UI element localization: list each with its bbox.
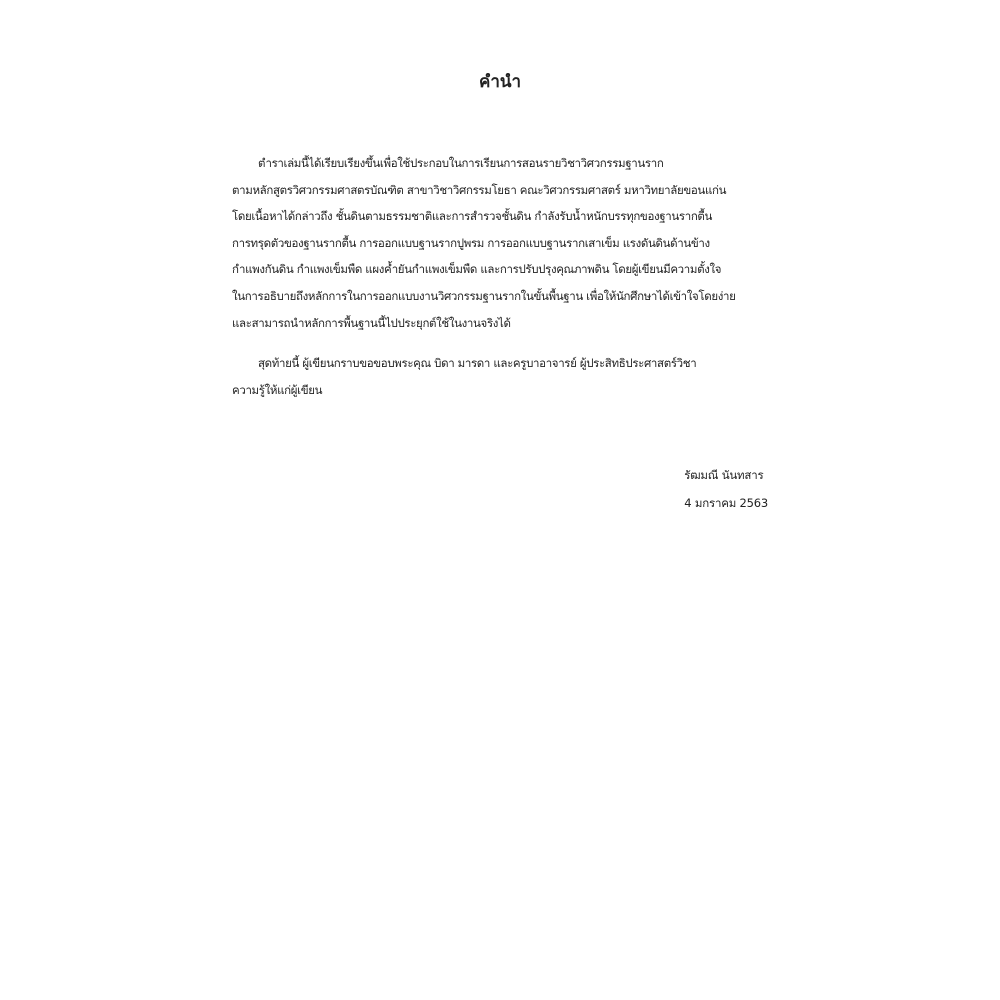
paragraph-intro	[232, 150, 800, 336]
paragraph-line: ในการอธิบายถึงหลักการในการออกแบบงานวิศวกรรมฐานรากในขั้นพื้นฐาน เพื่อให้นักศึกษาได้เข้าใจโดยง่าย	[232, 288, 736, 303]
paragraph-line: ตำราเล่มนี้ได้เรียบเรียงขึ้นเพื่อใช้ประกอบในการเรียนการสอนรายวิชาวิศวกรรมฐานราก	[258, 156, 664, 170]
signature-block	[684, 461, 768, 517]
paragraph-line: ตามหลักสูตรวิศวกรรมศาสตรบัณฑิต สาขาวิชาวิศกรรมโยธา คณะวิศวกรรมศาสตร์ มหาวิทยาลัยขอนแก่น	[232, 182, 727, 197]
paragraph-acknowledgement	[232, 350, 800, 403]
paragraph-line: การทรุดตัวของฐานรากตื้น การออกแบบฐานรากปูพรม การออกแบบฐานรากเสาเข็ม แรงดันดินด้านข้าง	[232, 235, 710, 250]
author-name: รัฒมณี นันทสาร	[684, 468, 764, 482]
signature-date: 4 มกราคม 2563	[684, 496, 768, 510]
paragraph-line: โดยเนื้อหาได้กล่าวถึง ชั้นดินตามธรรมชาติและการสำรวจชั้นดิน กำลังรับน้ำหนักบรรทุกของฐานรากตื้น	[232, 209, 713, 224]
page-title: คำนำ	[478, 72, 522, 92]
paragraph-line: ความรู้ให้แก่ผู้เขียน	[232, 382, 323, 397]
paragraph-line: กำแพงกันดิน กำแพงเข็มพืด แผงค้ำยันกำแพงเข็มพืด และการปรับปรุงคุณภาพดิน โดยผู้เขียนมีความตั้งใจ	[232, 262, 722, 277]
paragraph-line: สุดท้ายนี้ ผู้เขียนกราบขอขอบพระคุณ บิดา มารดา และครูบาอาจารย์ ผู้ประสิทธิประศาสตร์วิชา	[258, 356, 697, 370]
paragraph-line: และสามารถนำหลักการพื้นฐานนี้ไปประยุกต์ใช้ในงานจริงได้	[232, 315, 511, 330]
